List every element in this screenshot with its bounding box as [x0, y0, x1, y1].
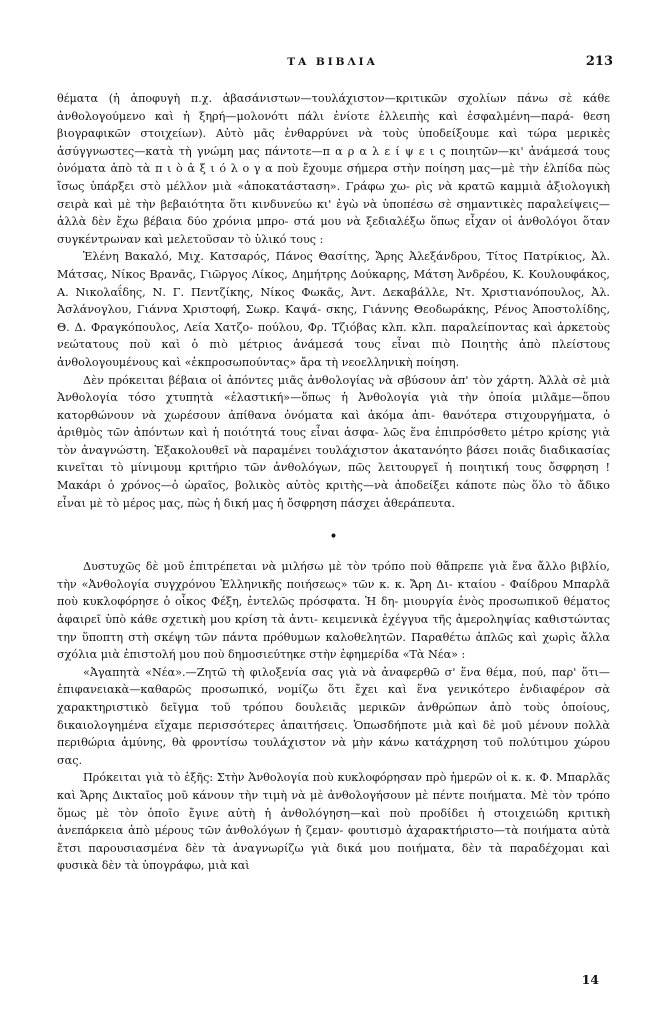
paragraph-continuation: θέματα (ἡ ἀποφυγὴ π.χ. ἀβασάνιστων—τουλάχιστον—κριτικῶν σχολίων πάνω σὲ κάθε ἀνθολογούμενο καὶ ἡ ξηρή—μολονότι πάλι ἐνίοτε ἐλλειπὴς καὶ ἐσφαλμένη—παρά- θεση βιογραφικῶν στοιχείων). Αὐτὸ μᾶς ἐνθαρρύνει νὰ τοὺς ὑποδείξουμε καὶ τώρα μερικὲς ἀσύγγνωστες—κατὰ τὴ γνώμη μας πάντοτε—π α ρ α λ ε ί ψ ε ι ς ποιητῶν—κι' ἀνάμεσά τους ὀνόματα ἀπὸ τὰ π ι ὸ ἀ ξ ι ό λ ο γ α ποὺ ἔχουμε σήμερα στὴν ποίηση μας—μὲ τὴν ἐλπίδα πὼς ἴσως ὑπάρξει στὸ μέλλον μιὰ «ἀποκατάσταση». Γράφω χω- ρὶς νὰ κρατῶ καμμιὰ ἀξιολογικὴ σειρὰ καὶ μὲ τὴν βεβαιότητα ὅτι κινδυνεύω κι' ἐγὼ νὰ ὑποπέσω σὲ σημαντικὲς παραλείψεις—ἀλλὰ δὲν ἔχω βέβαια δύο χρόνια μπρο- στά μου νὰ ξεδιαλέξω ὅπως εἶχαν οἱ ἀνθολόγοι ὅταν συγκέντρωναν καὶ μελετοῦσαν τὸ ὑλικό τους :	[57, 92, 610, 246]
paragraph-letter-continued: Πρόκειται γιὰ τὸ ἑξῆς: Στὴν Ἀνθολογία ποὺ κυκλοφόρησαν πρὸ ἡμερῶν οἱ κ. κ. Φ. Μπαρλᾶς καὶ Ἄρης Δικταῖος μοῦ κάνουν τὴν τιμὴ νὰ μὲ ἀνθολογήσουν μὲ πέντε ποιήματα. Μὲ τὸν τρόπο ὅμως μὲ τὸν ὁποῖο ἔγινε αὐτὴ ἡ ἀνθολόγηση—καὶ ποὺ προδίδει ἡ στοιχειώδη κριτικὴ ἀνεπάρκεια ἀπὸ μέρους τῶν ἀνθολόγων ἡ ζεμαν- φουτισμὸ ἀχαρακτήριστο—τὰ ποιήματα αὐτὰ ἔτσι παρουσιασμένα δὲν τὰ ἀναγνωρίζω γιὰ δικά μου ποιήματα, δὲν τὰ παραδέχομαι καὶ φυσικὰ δὲν τὰ ὑπογράφω, μιὰ καὶ	[57, 771, 610, 873]
body-text	[57, 90, 610, 875]
paragraph-poet-list: Ἑλένη Βακαλό, Μιχ. Κατσαρός, Πάνος Θασίτης, Ἄρης Ἀλεξάνδρου, Τίτος Πατρίκιος, Ἀλ. Μάτσας, Νίκος Βρανᾶς, Γιῶργος Λίκος, Δημήτρης Δούκαρης, Μάτση Ἀνδρέου, Κ. Κουλουφάκος, Α. Νικολαΐδης, Ν. Γ. Πεντζίκης, Νίκος Φωκᾶς, Ἀντ. Δεκαβάλλε, Ντ. Χριστιανόπουλος, Ἀλ. Ἀσλάνογλου, Γιάννα Χριστοφή, Σωκρ. Καψά- σκης, Γιάννης Θεοδωράκης, Ρένος Ἀποστολίδης, Θ. Δ. Φραγκόπουλος, Λεία Χατζο- πούλου, Φρ. Τζιόβας κλπ. κλπ. παραλείποντας καὶ ἀρκετοὺς νεώτατους ποὺ καὶ ὁ πιὸ μέτριος ἀνάμεσά τους εἶναι πιὸ Ποιητὴς ἀπὸ πλείστους ἀνθολογουμένους καὶ «ἐκπροσωπούντας» ἄρα τὴ νεοελληνικὴ ποίηση.	[57, 250, 610, 369]
section-separator: •	[329, 529, 338, 546]
paragraph-letter: «Ἀγαπητὰ «Νέα».—Ζητῶ τὴ φιλοξενία σας γιὰ νὰ ἀναφερθῶ σ' ἕνα θέμα, πού, παρ' ὅτι—ἐπιφανειακὰ—καθαρῶς προσωπικό, νομίζω ὅτι ἔχει καὶ ἕνα γενικότερο ἐνδιαφέρον σὰ χαρακτηριστικὸ δεῖγμα τοῦ τρόπου δουλειᾶς μερικῶν ἀνθρώπων ἀπὸ τοὺς ὁποίους, δικαιολογημένα εἴχαμε περισσότερες ἀπαιτήσεις. Ὁπωσδήποτε μιὰ καὶ δὲ μοῦ μένουν πολλὰ περιθώρια ἀμύνης, θὰ φροντίσω τουλάχιστον νὰ μὴν κάνω κατάχρηση τοῦ πολύτιμου χώρου σας.	[57, 665, 610, 767]
page-number: 213	[585, 54, 613, 69]
paragraph-second-anthology: Δυστυχῶς δὲ μοῦ ἐπιτρέπεται νὰ μιλήσω μὲ τὸν τρόπο ποὺ θἄπρεπε γιὰ ἕνα ἄλλο βιβλίο, τὴν «Ἀνθολογία συγχρόνου Ἑλληνικῆς ποιήσεως» τῶν κ. κ. Ἄρη Δι- κταίου - Φαίδρου Μπαρλᾶ ποὺ κυκλοφόρησε ὁ οἶκος Φέξη, ἐντελῶς πρόσφατα. Ἡ δη- μιουργία ἑνὸς προσωπικοῦ θέματος ἀφαιρεῖ ὑπὸ κάθε σχετικὴ μου κρίση τὰ ἀντι- κειμενικὰ ἐχέγγυα τῆς ἀμεροληψίας καθιστώντας την ὕποπτη στὴ σκέψη τῶν πάντα πρόθυμων καλοθελητῶν. Παραθέτω ἁπλῶς καὶ χωρὶς ἄλλα σχόλια μιὰ ἐπιστολή μου ποὺ δημοσιεύτηκε στὴν ἐφημερίδα «Τὰ Νέα» :	[57, 560, 610, 662]
running-title: ΤΑ ΒΙΒΛΙΑ	[287, 56, 378, 68]
signature-mark: 14	[581, 972, 599, 987]
running-header	[0, 52, 665, 72]
paragraph-absent-poets: Δὲν πρόκειται βέβαια οἱ ἀπόντες μιᾶς ἀνθολογίας νὰ σβύσουν ἀπ' τὸν χάρτη. Ἀλλὰ σὲ μιὰ Ἀνθολογία τόσο χτυπητὰ «ἐλαστική»—ὅπως ἡ Ἀνθολογία γιὰ τὴν ὁποία μιλᾶμε—ὅπου κατορθώνουν νὰ χωρέσουν ἀπίθανα ὀνόματα καὶ ἀκόμα ἀπι- θανότερα στιχουργήματα, ὁ ἀριθμὸς τῶν ἀπόντων καὶ ἡ ποιότητά τους εἶναι ἀσφα- λῶς ἕνα ἐπιπρόσθετο μέτρο κρίσης γιὰ τὸν ἀναγνώστη. Ἐξακολουθεῖ νὰ παραμένει τουλάχιστον ἀκατανόητο βάσει ποιᾶς διαδικασίας κινεῖται τὸ μίνιμουμ κριτήριο τῶν ἀνθολόγων, πῶς λειτουργεῖ ἡ ποιητική τους ὄσφρηση ! Μακάρι ὁ χρόνος—ὁ ὡραῖος, βολικὸς αὐτὸς κριτὴς—νὰ ἀποδείξει κάποτε πὼς ὅλο τὸ ἄδικο εἶναι μὲ τὸ μέρος μας, πὼς ἡ δική μας ἡ ὄσφρηση πάσχει ἀθεράπευτα.	[57, 373, 610, 510]
